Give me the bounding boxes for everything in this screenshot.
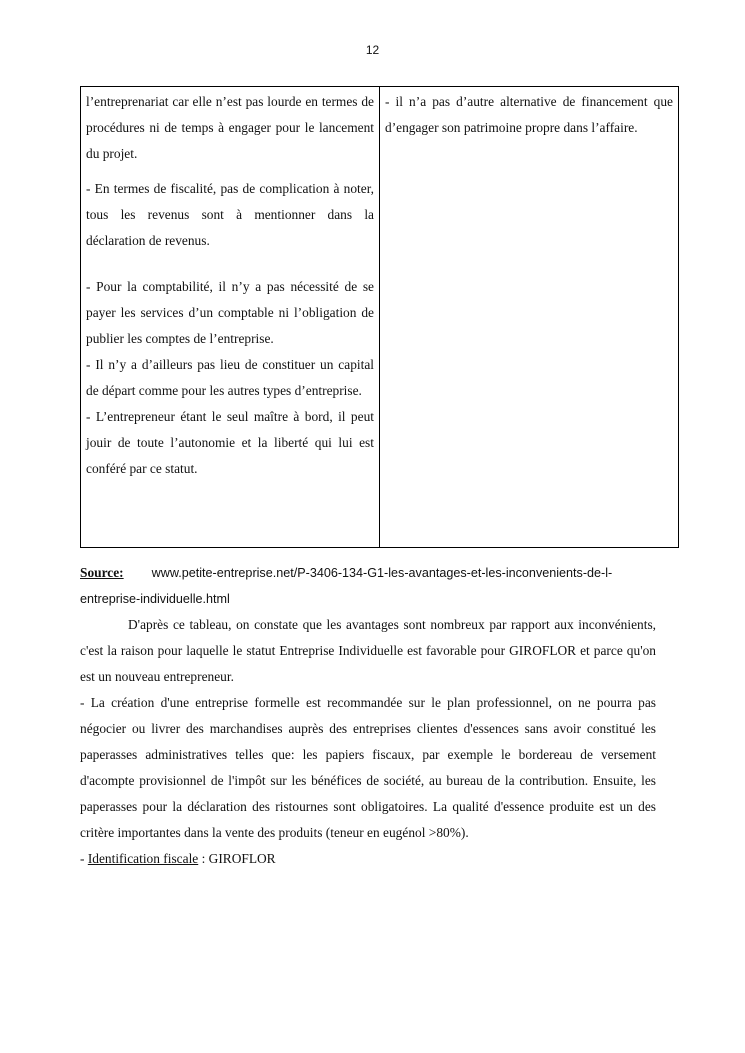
advantage-paragraph: - En termes de fiscalité, pas de complication à noter, tous les revenus sont à mentionner dans la déclaration de revenus. xyxy=(86,181,374,248)
fiscal-identification-label: Identification fiscale xyxy=(87,851,199,866)
source-label: Source: xyxy=(80,565,124,580)
source-url: www.petite-entreprise.net/P-3406-134-G1-les-avantages-et-les-inconvenients-de-l- xyxy=(151,566,613,580)
disadvantage-paragraph: - il n’a pas d’autre alternative de financement que d’engager son patrimoine propre dans l’affaire. xyxy=(385,94,673,135)
recommendation-paragraph: - La création d'une entreprise formelle est recommandée sur le plan professionnel, on ne pourra pas négocier ou livrer des marchandises auprès des entreprises clientes d'essences sans avoir constitué les paperasses administratives telles que: les papiers fiscaux, par exemple le bordereau de versement d'acompte provisionnel de l'impôt sur les bénéfices de société, au bureau de la contribution. Ensuite, les paperasses pour la déclaration des ristournes sont obligatoires. La qualité d'essence produite est un des critère importantes dans la vente des produits (teneur en eugénol >80%). xyxy=(80,695,656,840)
fiscal-identification-value: : GIROFLOR xyxy=(198,851,276,866)
fiscal-identification-line xyxy=(80,846,656,872)
paragraph-gap xyxy=(86,254,374,274)
disadvantages-cell xyxy=(380,87,679,548)
paragraph-gap xyxy=(86,167,374,176)
source-line xyxy=(80,560,656,586)
list-dash: - xyxy=(80,851,88,866)
comparison-table xyxy=(80,86,679,548)
advantage-paragraph: - Il n’y a d’ailleurs pas lieu de constituer un capital de départ comme pour les autres types d’entreprise. xyxy=(86,357,374,398)
advantages-cell xyxy=(81,87,380,548)
table-row xyxy=(81,87,679,548)
source-url: entreprise-individuelle.html xyxy=(80,592,230,606)
conclusion-paragraph: D'après ce tableau, on constate que les avantages sont nombreux par rapport aux inconvénients, c'est la raison pour laquelle le statut Entreprise Individuelle est favorable pour GIROFLOR et parce qu'on est un nouveau entrepreneur. xyxy=(80,617,656,684)
advantage-paragraph: l’entreprenariat car elle n’est pas lourde en termes de procédures ni de temps à engager pour le lancement du projet. xyxy=(86,94,374,161)
source-url-continued xyxy=(80,586,656,612)
body-text xyxy=(80,560,656,872)
page-number: 12 xyxy=(365,43,380,57)
advantage-paragraph: - Pour la comptabilité, il n’y a pas nécessité de se payer les services d’un comptable ni l’obligation de publier les comptes de l’entreprise. xyxy=(86,279,374,346)
advantage-paragraph: - L’entrepreneur étant le seul maître à bord, il peut jouir de toute l’autonomie et la liberté qui lui est conféré par ce statut. xyxy=(86,409,374,476)
